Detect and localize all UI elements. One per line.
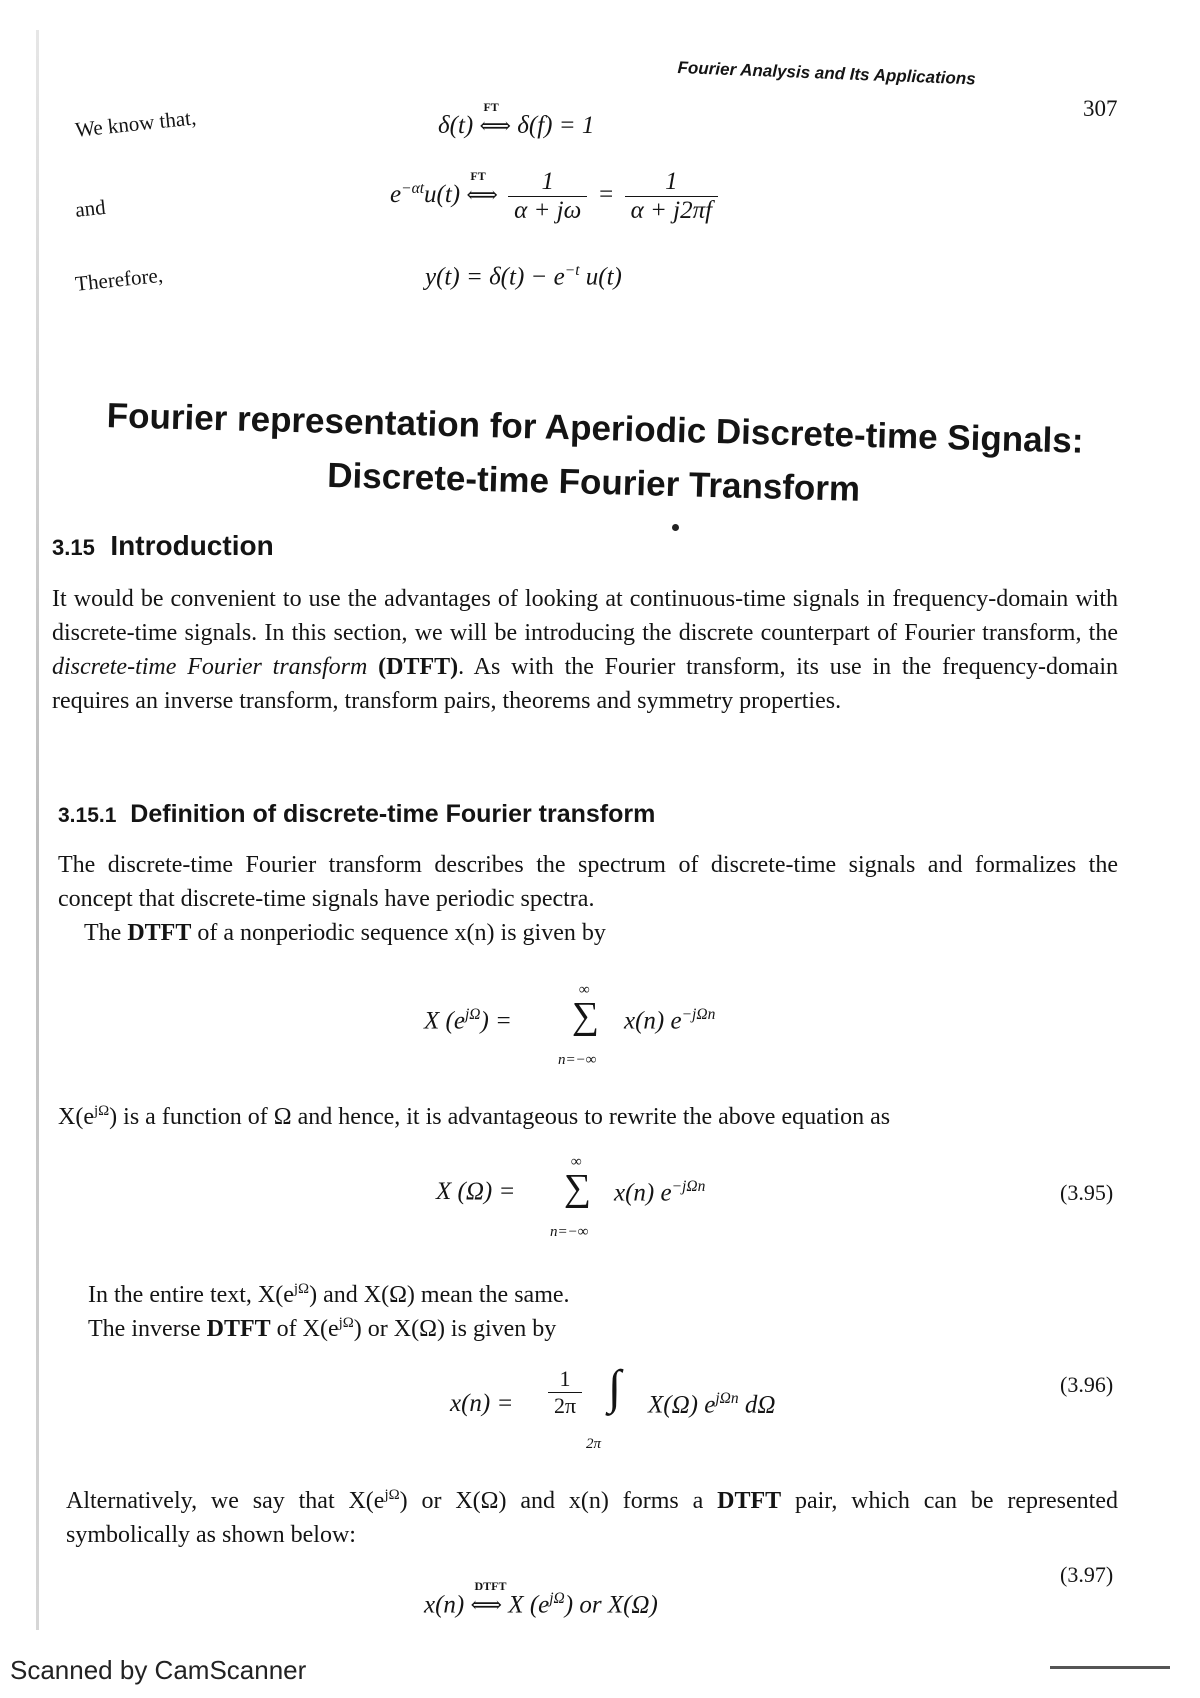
eq3-pre: y(t) = δ(t) − e	[425, 263, 565, 291]
equation-number-3-95: (3.95)	[1060, 1180, 1114, 1205]
eq-dtft-lhs-close: ) =	[480, 1007, 512, 1035]
para4-line2-pre: The inverse	[88, 1316, 207, 1342]
eq396-term-text: X(Ω) e	[648, 1391, 716, 1419]
integral-icon: ∫	[608, 1361, 622, 1414]
para4-line2-mid: of X(e	[270, 1316, 339, 1342]
eq1-arrow-tag: FT	[483, 100, 499, 114]
eq2-equals: =	[597, 181, 615, 209]
fraction-1-denominator: α + jω	[514, 197, 582, 224]
double-arrow-icon: ⟺	[479, 113, 512, 138]
integral-lower-limit: 2π	[586, 1436, 602, 1452]
eq395-lhs: X (Ω) =	[436, 1178, 516, 1205]
eq397-rhs-exp: jΩ	[549, 1590, 565, 1607]
running-head: Fourier Analysis and Its Applications	[677, 58, 976, 89]
equation-y-of-t	[425, 262, 622, 291]
label-therefore: Therefore,	[74, 262, 165, 296]
eq2-lhs-exponent: −αt	[401, 179, 425, 197]
section-number: 3.15	[52, 535, 95, 560]
equation-3-97	[424, 1579, 658, 1619]
eq397-arrow-tag: DTFT	[474, 1579, 507, 1594]
scanner-watermark: Scanned by CamScanner	[10, 1655, 307, 1685]
eq396-term	[648, 1390, 775, 1419]
ink-dot	[672, 524, 679, 531]
eq-dtft-lhs-exp: jΩ	[464, 1006, 481, 1023]
equation-delta-ft	[438, 100, 595, 140]
para5-exp: jΩ	[384, 1487, 400, 1503]
intro-paragraph	[52, 582, 1118, 718]
sum-lower-limit: n=−∞	[558, 1052, 597, 1068]
equation-dtft-definition	[424, 982, 824, 1078]
para4-line1-exp: jΩ	[293, 1281, 310, 1297]
eq395-term-exp: −jΩn	[671, 1178, 706, 1195]
double-arrow-icon: ⟺	[470, 1592, 503, 1618]
chapter-title	[63, 388, 1125, 524]
eq-dtft-lhs-text: X (e	[424, 1007, 465, 1035]
dtft-line-bold: DTFT	[127, 920, 192, 946]
eq397-rhs-pre: X (e	[508, 1591, 550, 1619]
dtft-line-pre: The	[84, 920, 128, 946]
footer-rule	[1050, 1666, 1170, 1669]
chapter-title-line-1: Fourier representation for Aperiodic Discrete-time Signals:	[106, 396, 1084, 461]
eq-dtft-term-exp: −jΩn	[681, 1006, 716, 1023]
para3-post: ) is a function of Ω and hence, it is advantageous to rewrite the above equation as	[109, 1104, 891, 1130]
equation-exponential-ft	[390, 168, 722, 225]
eq2-lhs: e	[390, 181, 402, 209]
para3-exp: jΩ	[93, 1103, 110, 1119]
eq395-term-text: x(n) e	[614, 1179, 672, 1207]
fraction-1-numerator: 1	[508, 168, 587, 197]
para4-line1-post: ) and X(Ω) mean the same.	[309, 1282, 570, 1308]
double-arrow-icon: ⟺	[466, 182, 498, 208]
equation-3-96	[450, 1360, 870, 1460]
intro-rest: . As with the Fourier transform, its use in the frequency-domain requires an inverse transform, transform pairs, theorems and symmetry properties.	[52, 654, 1119, 714]
section-heading-3-15-1	[58, 800, 655, 829]
eq396-fraction	[548, 1366, 582, 1419]
chapter-title-line-2: Discrete-time Fourier Transform	[326, 455, 861, 509]
fraction-2-denominator: α + j2πf	[630, 197, 713, 224]
para3-pre: X(e	[58, 1104, 94, 1130]
eq396-lhs: x(n) =	[450, 1390, 514, 1417]
dtft-line-post: of a nonperiodic sequence x(n) is given by	[191, 920, 606, 946]
eq396-numerator: 1	[548, 1366, 582, 1393]
function-of-omega-line	[58, 1094, 1118, 1134]
label-and: and	[74, 194, 107, 222]
eq396-term-exp: jΩn	[715, 1390, 739, 1407]
label-we-know-that: We know that,	[74, 105, 198, 142]
subsection-title: Definition of discrete-time Fourier transform	[130, 800, 656, 828]
dtft-pair-paragraph	[66, 1478, 1118, 1552]
fraction-1	[508, 168, 587, 225]
intro-emphasis: discrete-time Fourier transform	[52, 654, 368, 680]
summation-icon: ∑	[564, 1167, 592, 1209]
eq-dtft-term	[624, 1006, 715, 1035]
equation-number-3-97: (3.97)	[1060, 1562, 1114, 1587]
dtft-given-by-line	[84, 916, 1114, 950]
eq3-exponent: −t	[564, 262, 580, 279]
eq396-tail: dΩ	[738, 1391, 776, 1419]
fraction-2-numerator: 1	[625, 168, 718, 197]
subsection-number: 3.15.1	[58, 804, 117, 827]
inverse-dtft-line	[88, 1306, 1118, 1346]
para5-pre: Alternatively, we say that X(e	[66, 1488, 385, 1514]
para5-post: pair, which can be represented symbolically as shown below:	[66, 1488, 1118, 1548]
section-title: Introduction	[110, 530, 274, 561]
eq3-post: u(t)	[579, 263, 622, 291]
para4-line1-pre: In the entire text, X(e	[88, 1282, 294, 1308]
equation-number-3-96: (3.96)	[1060, 1372, 1114, 1397]
para5-mid: ) or X(Ω) and x(n) forms a	[399, 1488, 718, 1514]
sum-lower-limit: n=−∞	[550, 1224, 589, 1240]
eq-dtft-lhs	[424, 1006, 512, 1035]
para4-line2-post: ) or X(Ω) is given by	[353, 1316, 557, 1342]
eq395-term	[614, 1178, 705, 1207]
sum-upper-limit: ∞	[579, 982, 590, 998]
eq2-arrow-tag: FT	[470, 169, 486, 184]
eq397-lhs: x(n)	[424, 1591, 465, 1619]
eq-dtft-term-text: x(n) e	[624, 1007, 682, 1035]
sum-upper-limit: ∞	[571, 1154, 582, 1170]
summation-icon: ∑	[572, 995, 600, 1037]
eq397-rhs-post: ) or X(Ω)	[564, 1591, 658, 1619]
equation-3-95	[436, 1154, 836, 1250]
intro-bold: (DTFT)	[378, 654, 459, 680]
eq2-lhs-tail: u(t)	[424, 181, 461, 209]
eq1-lhs: δ(t)	[438, 112, 474, 139]
para4-line2-bold: DTFT	[206, 1316, 271, 1342]
eq1-rhs: δ(f) = 1	[517, 112, 595, 139]
para4-line2-exp: jΩ	[338, 1315, 354, 1331]
para5-bold: DTFT	[717, 1488, 782, 1514]
intro-text: It would be convenient to use the advantages of looking at continuous-time signals in frequency-domain with discrete-time signals. In this section, we will be introducing the discrete counterpart of Fourier transform, the	[52, 586, 1118, 646]
section-heading-3-15	[52, 530, 274, 562]
fraction-2	[625, 168, 718, 225]
page-edge-shadow	[36, 30, 39, 1630]
page-number: 307	[1083, 96, 1118, 121]
definition-paragraph: The discrete-time Fourier transform describes the spectrum of discrete-time signals and formalizes the concept that discrete-time signals have periodic spectra.	[58, 852, 1118, 912]
eq396-denominator: 2π	[554, 1393, 577, 1418]
